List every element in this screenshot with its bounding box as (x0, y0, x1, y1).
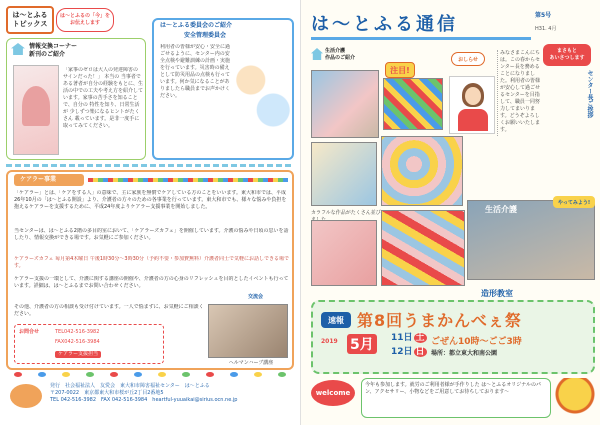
living-label-line2: 作品のご紹介 (325, 55, 356, 61)
right-page (300, 0, 600, 425)
carer-para5: その他、介護者の方の相談も受け付けています。一人で悩まずに、お気軽にご相談ください。 (14, 304, 204, 317)
committee-sub: 安全管理委員会 (184, 32, 227, 39)
book-illustration (22, 86, 50, 126)
event-day2-date: 12日 (391, 347, 413, 357)
greeting-text-mid (497, 50, 541, 136)
contact-label: お問合せ (19, 329, 40, 335)
footer (50, 383, 294, 404)
fish-icon (110, 372, 118, 377)
class-title: 交流会 (248, 294, 264, 300)
greeting-badge-2-line2: あいさつします (549, 55, 585, 61)
info-corner-box (6, 38, 146, 160)
living-label-line1: 生活介護 (325, 48, 346, 54)
fish-icon (182, 372, 190, 377)
welcome-badge: welcome (311, 380, 355, 406)
book-cover-image (13, 65, 59, 155)
mascot-icon (555, 378, 595, 418)
fish-icon (86, 372, 94, 377)
info-corner-title (29, 43, 139, 59)
fish-icon (14, 372, 22, 377)
greeting-badge-2-line1: まさもと (556, 48, 577, 54)
fish-icon (230, 372, 238, 377)
fish-icon (206, 372, 214, 377)
greeting-badge-2 (543, 44, 591, 66)
event-day2 (391, 348, 427, 356)
event-place: 場所：都立東大和南公園 (431, 350, 498, 357)
footer-line1: 発行 社会福祉法人 友愛会 東大和市障害福祉センター は～とふる (50, 383, 210, 389)
house-icon (311, 48, 323, 60)
carer-para3: ケアラーズカフェ 毎月第4木曜日 午後1時30分～3時30分（予約不要・参加費無料）介護者同士で気軽にお話しできる場です。 (14, 256, 289, 269)
artwork-photo-5 (311, 220, 377, 286)
carer-para1: 「ケアラー」とは、「ケアをする人」の意味で、主に家族を無償でケアしている方のことをいいます。東大和市では、平成26年10月の「は～とふる開設」より、介護者の方々のための各事業を行っています。東大和市でも、様々な悩みや負担を抱えるケアラーを支援するために、平成24年度よりケアラー支援事業を開始しました。 (14, 190, 287, 210)
footer-line3: TEL 042-516-3982 FAX 042-516-3984 heartful-yuuaikai@sirius.ocn.ne.jp (50, 397, 238, 403)
event-day1 (391, 334, 427, 342)
house-icon (11, 43, 25, 55)
artwork-photo-4 (381, 136, 463, 206)
fish-icon (134, 372, 142, 377)
photo-caption: カラフルな作品がたくさん並び (311, 210, 381, 216)
fish-icon (62, 372, 70, 377)
zouke-label: 造形教室 (481, 289, 513, 298)
contact-box (14, 324, 164, 364)
portrait-body (458, 109, 488, 131)
newsletter-title: は～とふる通信 (311, 14, 458, 35)
info-corner-line2: 新刊のご紹介 (29, 51, 66, 58)
yatte-badge: やってみよう! (553, 196, 595, 208)
fish-icon (278, 372, 286, 377)
sokuho-badge: 速報 (321, 312, 351, 328)
greeting-title: センター長ご挨拶 (586, 70, 593, 118)
fish-icon (254, 372, 262, 377)
greeting-badge: おしらせ (451, 52, 485, 66)
fish-icon (38, 372, 46, 377)
zouke-photo (381, 210, 465, 286)
contact-fax: FAX042-516-3984 (55, 339, 100, 345)
committee-title: は～とふる委員会のご紹介 (160, 22, 233, 29)
event-day1-date: 11日 (391, 333, 413, 343)
event-title: 第8回うまかんべぇ祭 (357, 311, 522, 330)
fish-icon (158, 372, 166, 377)
topics-line1: は～とふる (12, 11, 48, 19)
bunting-decoration (88, 178, 288, 182)
kokoro-bubble (56, 8, 114, 32)
book-description: 「家事のゼロは大人の発達障害のサインだった！」 本当の 当事者である著者が自分の経験をもとに、生活の中での工夫や考え方を紹介しています。家事の苦手さを知ることで、自分の 特性を知り、日常生活が 少しずつ楽になるヒントがたくさん 載っています。是非一度手に取ってみてください。 (63, 67, 143, 129)
info-corner-line1: 情報交換コーナー (29, 43, 78, 50)
carer-heading: ケアラー事業 (20, 176, 57, 183)
committee-body: 利用者の皆様が安心・安全に過ごせるように、センター内の安全点検や避難訓練の計画・実施を行っています。災害時の備えとして防災用品の点検も行っています。何か気になることがありましたら職員までお声かけください。 (160, 44, 230, 99)
topics-tag (6, 6, 54, 34)
committee-illustration (234, 50, 290, 150)
event-day1-dow: 土 (415, 333, 425, 343)
carer-photo-caption: ヘルマンハーブ講座 (228, 360, 274, 366)
topics-line2: トピックス (12, 20, 48, 28)
notice-text: 今年も参加します。就労のご利用者様が手作りした は～とふるオリジナルのパン、アクセサリー、小物などをご用意してお待ちしております～ (361, 378, 551, 418)
greeting-text-fragment: みなさまこんにちは。この春からセンター長を務めることになりました。利用者の皆様が安心して過ごせるセンターを目指して、職員一同努力してまいります。どうぞよろしくお願いいたします。 (500, 50, 541, 133)
event-day2-dow: 日 (415, 347, 425, 357)
event-time: ごぜん10時～ごご3時 (431, 337, 522, 347)
committee-box (152, 18, 294, 160)
event-year: 2019 (321, 338, 338, 345)
issue-date: H31. 4月 (535, 26, 557, 32)
divider-top (6, 164, 294, 167)
greeting-portrait (449, 76, 495, 134)
event-banner (311, 300, 595, 374)
artwork-photo-2 (383, 78, 443, 130)
kokoro-line2: お伝えします (69, 20, 100, 26)
footer-line2: 〒207-0022 東京都東大和市桜が丘2丁目2番地5 (50, 390, 164, 396)
artwork-photo-1 (311, 70, 379, 138)
contact-tel: TEL042-516-3982 (55, 329, 100, 335)
title-bar (311, 10, 531, 40)
issue-number: 第5号 (535, 12, 552, 19)
attention-badge: 注目! (385, 62, 415, 78)
carer-box (6, 170, 294, 370)
carer-para4: ケアラー支援の一環として、介護に関する講座の開催や、介護者の方の心身のリフレッシュを目的としたイベントも行っています。詳細は、は～とふるまでお問い合わせください。 (14, 276, 289, 289)
artwork-photo-3 (311, 142, 377, 206)
footer-logo (10, 384, 42, 408)
portrait-face (465, 87, 481, 105)
contact-support: ケアラー支援担当 (55, 351, 101, 358)
carer-para2: 当センターは、は～とふる2階の多目的室において、「ケアラーズカフェ」を開催しています。介護の悩みや日頃の思いを話したり、情報交換ができる場です。お気軽にご参加ください。 (14, 228, 289, 241)
living-label (325, 48, 385, 62)
carer-photo (208, 304, 288, 358)
seikatsu-label: 生活介護 (485, 205, 517, 214)
kokoro-line1: は～とふるの「今」を (59, 13, 110, 19)
event-month: 5月 (347, 334, 377, 354)
fish-decoration-row (6, 372, 294, 380)
